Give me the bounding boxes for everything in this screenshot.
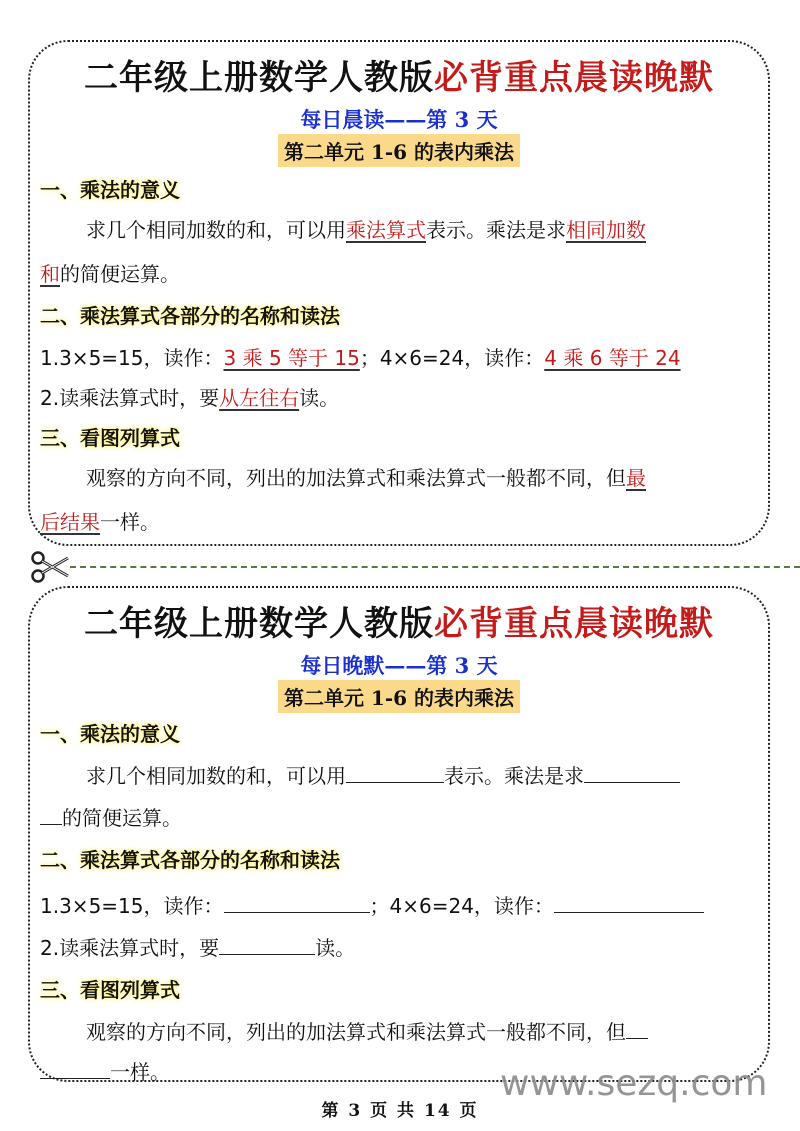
title-black-part: 二年级上册数学人教版 [84, 58, 434, 98]
cut-line [70, 566, 800, 568]
text: 表示。乘法是求 [426, 218, 566, 242]
section2-item1 [40, 342, 760, 371]
text: 观察的方向不同，列出的加法算式和乘法算式一般都不同，但 [86, 1020, 626, 1044]
unit-label: 第二单元 1-6 的表内乘法 [278, 680, 520, 713]
text: ；4×6=24，读作： [369, 894, 554, 918]
fill-blank[interactable] [219, 936, 315, 955]
fill-blank[interactable] [626, 1020, 648, 1039]
answer: 从左往右 [219, 386, 300, 410]
answer: 和 [40, 262, 60, 286]
text: 2.读乘法算式时，要 [40, 386, 220, 410]
answer: 3 乘 5 等于 15 [223, 346, 360, 370]
text: ；4×6=24，读作： [359, 346, 545, 370]
evening-dictation-card [28, 586, 770, 1082]
section1-heading: 一、乘法的意义 [40, 722, 180, 746]
text: 求几个相同加数的和，可以用 [86, 764, 346, 788]
section3-line1 [40, 1016, 760, 1045]
morning-reading-card [28, 40, 770, 546]
text: 读。 [315, 936, 356, 960]
section2-heading: 二、乘法算式各部分的名称和读法 [40, 304, 340, 328]
title-red-part: 必背重点晨读晚默 [434, 604, 714, 644]
text: 1.3×5=15，读作： [40, 346, 224, 370]
fill-blank[interactable] [40, 1060, 110, 1079]
section3-line1 [40, 462, 760, 491]
scissors-icon [30, 550, 70, 584]
section2-item2 [40, 932, 760, 961]
fill-blank[interactable] [554, 894, 704, 913]
section3-heading: 三、看图列算式 [40, 978, 180, 1002]
page-footer: 第 3 页 共 14 页 [321, 1101, 479, 1121]
section3-line2 [40, 506, 760, 535]
text: 求几个相同加数的和，可以用 [86, 218, 346, 242]
section1-line2 [40, 258, 760, 287]
text: 的简便运算。 [60, 262, 180, 286]
section3-heading: 三、看图列算式 [40, 426, 180, 450]
section1-line1 [40, 760, 760, 789]
text: 一样。 [100, 510, 160, 534]
section1-heading: 一、乘法的意义 [40, 178, 180, 202]
page-title [30, 596, 768, 645]
fill-blank[interactable] [40, 806, 62, 825]
answer: 乘法算式 [346, 218, 426, 242]
section2-item1 [40, 890, 760, 919]
answer: 后结果 [40, 510, 100, 534]
fill-blank[interactable] [346, 764, 444, 783]
text: 读。 [299, 386, 340, 410]
title-red-part: 必背重点晨读晚默 [434, 58, 714, 98]
text: 1.3×5=15，读作： [40, 894, 224, 918]
answer: 4 乘 6 等于 24 [544, 346, 681, 370]
fill-blank[interactable] [584, 764, 680, 783]
page-title [30, 50, 768, 99]
answer: 相同加数 [566, 218, 646, 242]
watermark: www.sezq.com [500, 1063, 768, 1104]
morning-subtitle: 每日晨读——第 3 天 [300, 107, 498, 132]
section2-heading: 二、乘法算式各部分的名称和读法 [40, 848, 340, 872]
section1-line1 [40, 214, 760, 243]
text: 表示。乘法是求 [444, 764, 584, 788]
text: 2.读乘法算式时，要 [40, 936, 220, 960]
section1-line2 [40, 802, 760, 831]
answer: 最 [626, 466, 646, 490]
text: 的简便运算。 [62, 806, 182, 830]
evening-subtitle: 每日晚默——第 3 天 [300, 653, 498, 678]
text: 观察的方向不同，列出的加法算式和乘法算式一般都不同，但 [86, 466, 626, 490]
fill-blank[interactable] [224, 894, 370, 913]
section2-item2 [40, 382, 760, 411]
unit-label: 第二单元 1-6 的表内乘法 [278, 134, 520, 167]
text: 一样。 [110, 1060, 170, 1084]
title-black-part: 二年级上册数学人教版 [84, 604, 434, 644]
